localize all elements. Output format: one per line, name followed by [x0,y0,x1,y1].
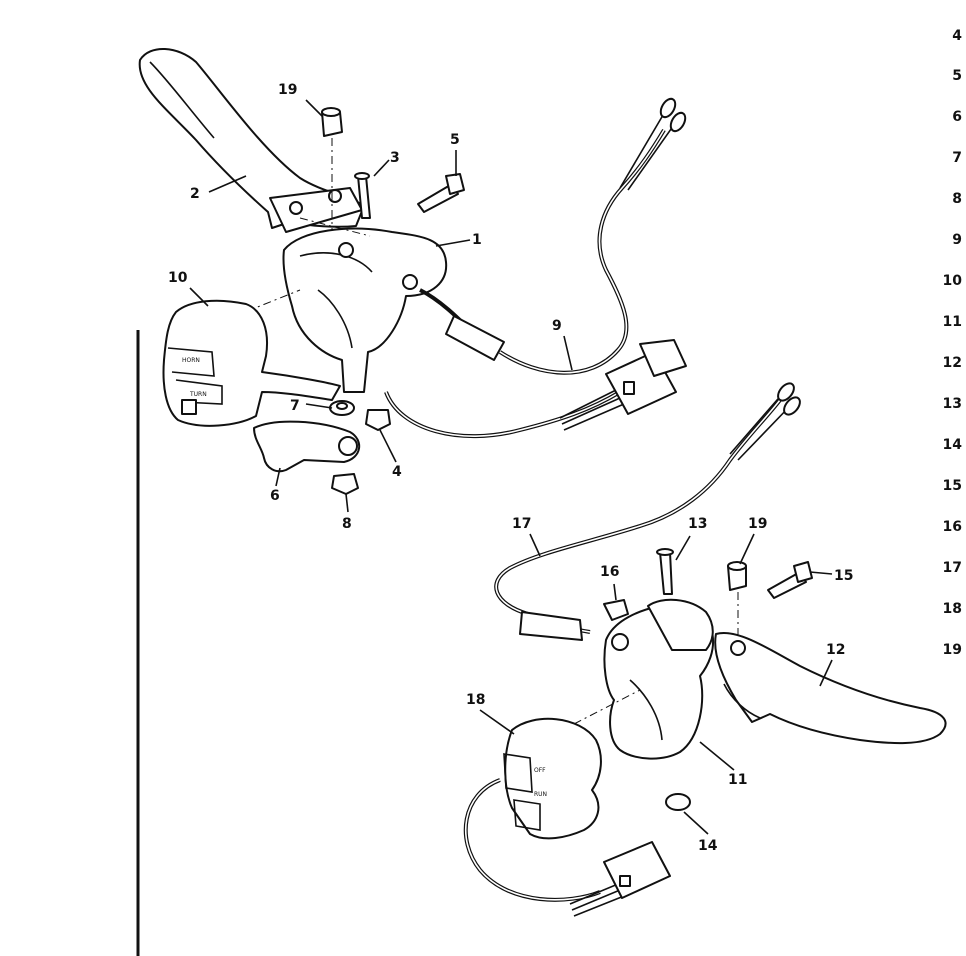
right-switch-housing [505,719,601,839]
callout-10: 10 [168,270,188,286]
callout-1: 1 [472,232,482,248]
callout-12: 12 [826,642,846,658]
callout-3: 3 [390,150,400,166]
right-lever-assembly [466,380,946,916]
lever-bracket [283,229,446,392]
left-housing-mark-2: TURN [190,391,207,398]
screw-13 [660,552,672,594]
callout-17: 17 [512,516,532,532]
index-9: 9 [952,232,962,248]
callout-5: 5 [450,132,460,148]
index-15: 15 [942,478,962,494]
left-lever-assembly [140,49,689,494]
index-11: 11 [942,314,962,330]
index-5: 5 [952,68,962,84]
nut-8 [332,474,358,494]
cable-17 [496,400,780,632]
nut-14 [666,794,690,810]
callout-13: 13 [688,516,708,532]
callout-6: 6 [270,488,280,504]
nut-4-left [366,410,390,430]
index-19: 19 [942,642,962,658]
left-housing-mark-1: HORN [182,357,200,364]
index-10: 10 [942,273,962,289]
callout-8: 8 [342,516,352,532]
index-16: 16 [942,519,962,535]
callout-4: 4 [392,464,402,480]
callout-7: 7 [290,398,300,414]
index-8: 8 [952,191,962,207]
callout-11: 11 [728,772,748,788]
callout-14: 14 [698,838,718,854]
index-4: 4 [952,28,962,44]
index-7: 7 [952,150,962,166]
index-18: 18 [942,601,962,617]
callout-9: 9 [552,318,562,334]
callout-19-right: 19 [748,516,768,532]
callout-16: 16 [600,564,620,580]
right-housing-mark-1: OFF [534,767,546,774]
callout-19-left: 19 [278,82,298,98]
index-13: 13 [942,396,962,412]
cap-16 [604,600,628,620]
index-6: 6 [952,109,962,125]
index-14: 14 [942,437,962,453]
index-12: 12 [942,355,962,371]
index-column [943,28,963,658]
right-housing-mark-2: RUN [534,791,548,798]
callout-18: 18 [466,692,486,708]
callout-2: 2 [190,186,200,202]
connector-right [604,842,670,898]
index-17: 17 [942,560,962,576]
callout-15: 15 [834,568,854,584]
